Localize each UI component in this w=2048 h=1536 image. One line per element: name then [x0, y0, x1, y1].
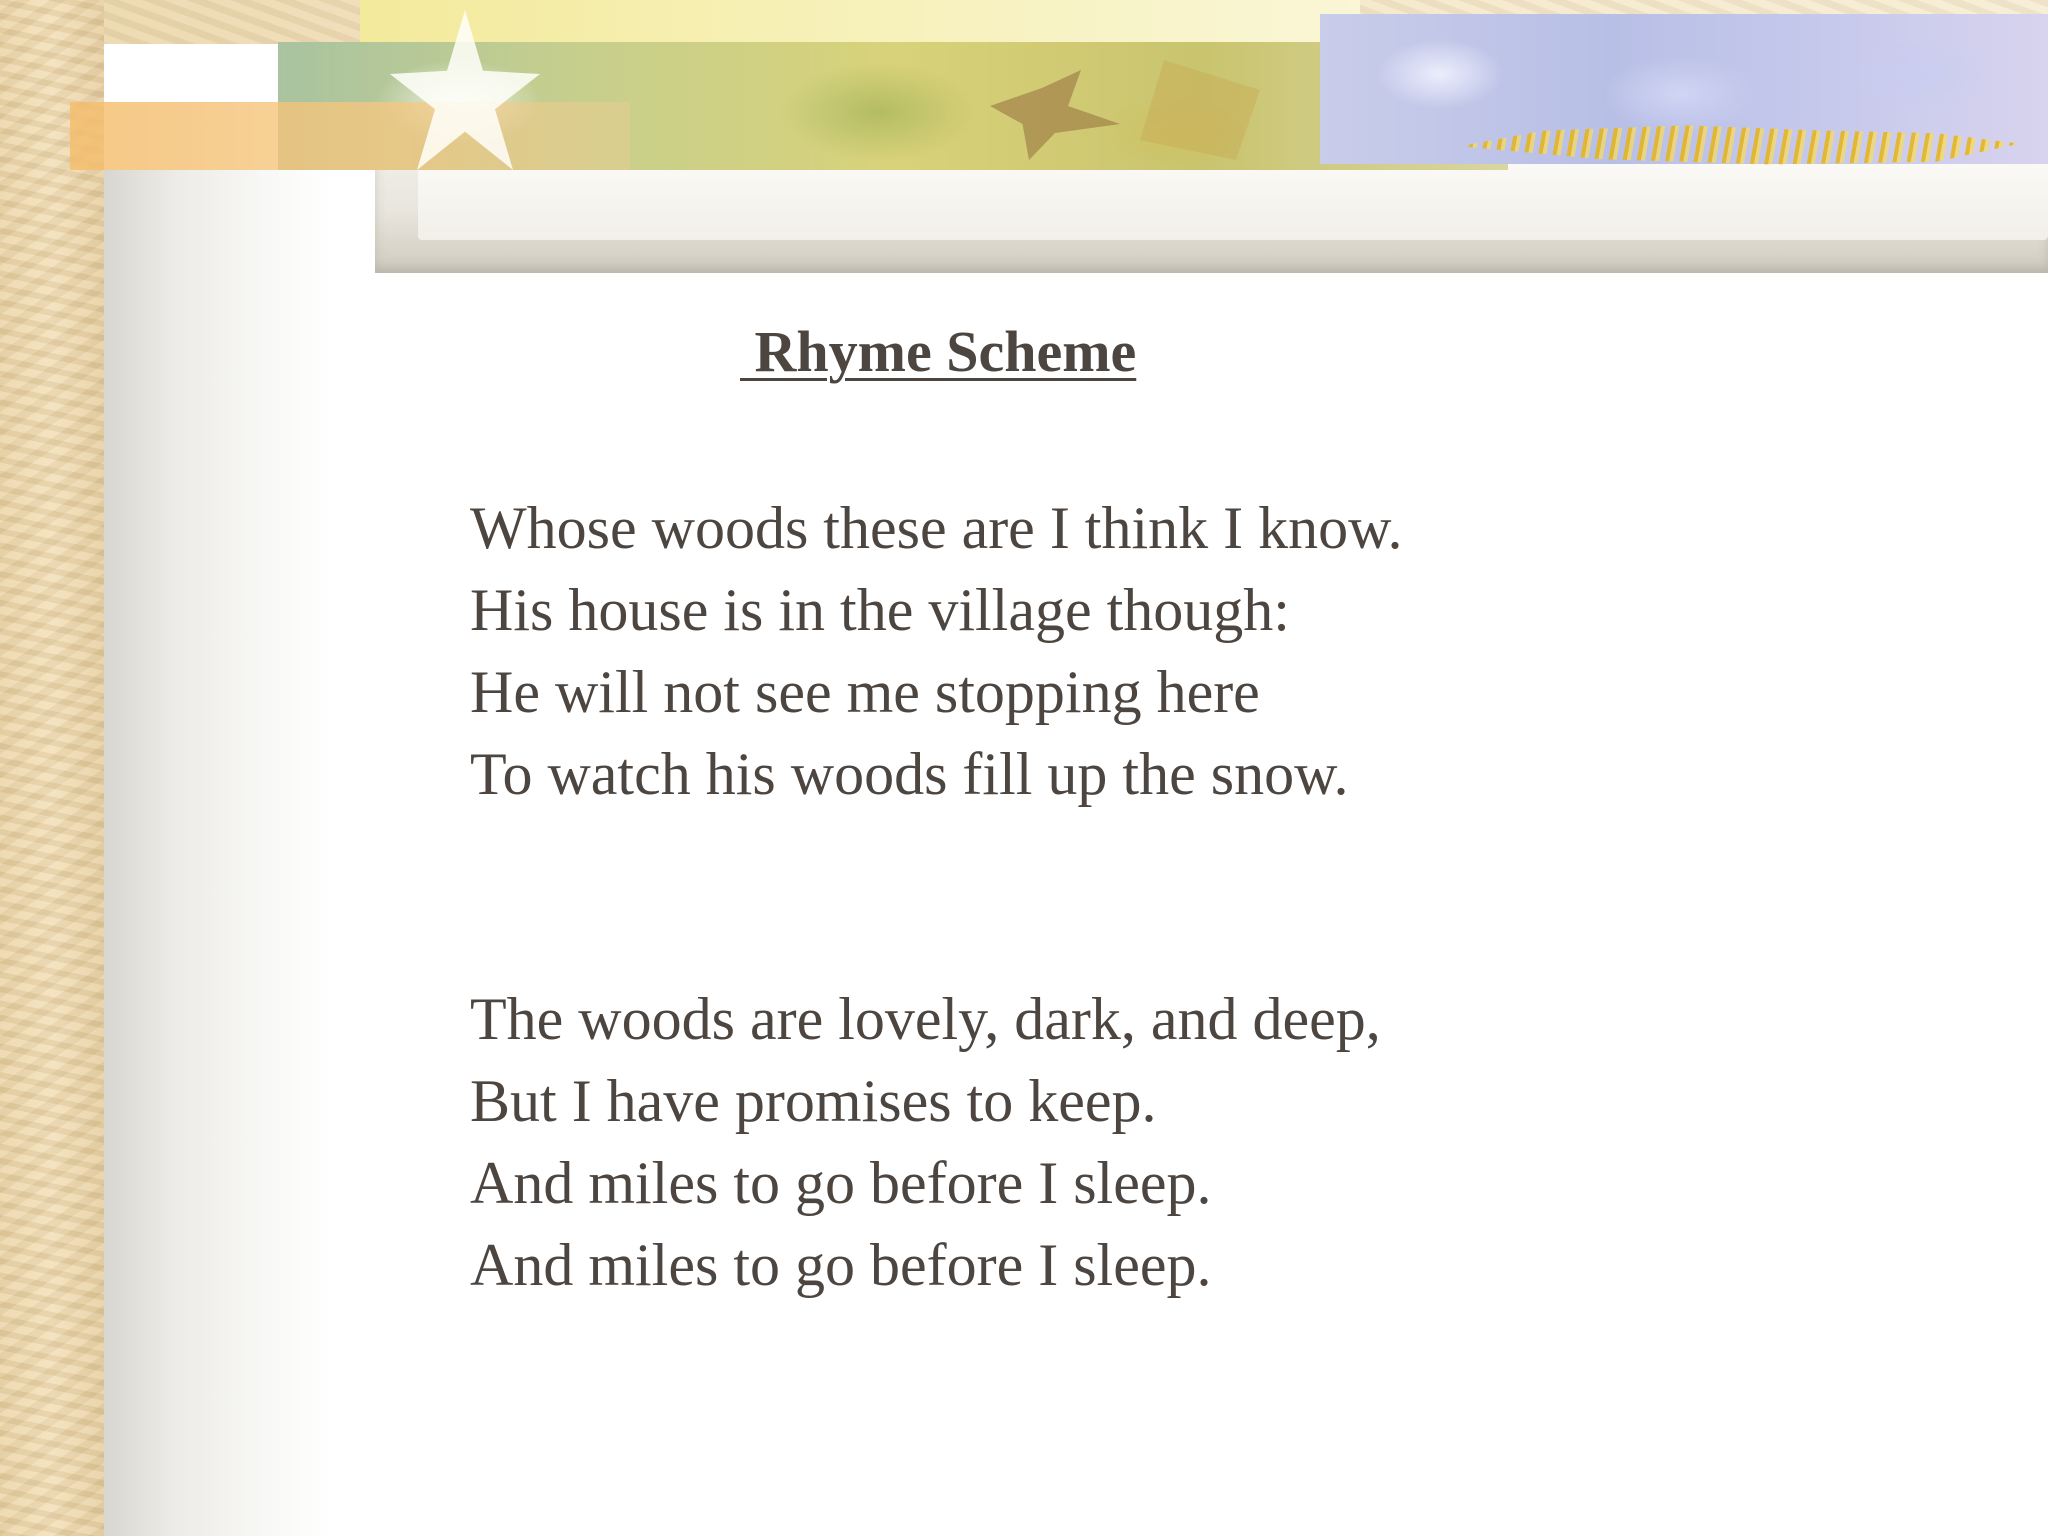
poem-line: But I have promises to keep.	[470, 1068, 1157, 1134]
poem-line: He will not see me stopping here	[470, 659, 1260, 725]
poem-line: And miles to go before I sleep.	[470, 1150, 1212, 1216]
left-parchment-strip	[0, 0, 104, 1536]
left-shadow-band	[104, 170, 334, 1536]
stanza-1	[470, 487, 1403, 815]
stanza-2	[470, 978, 1381, 1306]
slide-title: Rhyme Scheme	[740, 319, 1137, 384]
poem-line: To watch his woods fill up the snow.	[470, 741, 1349, 807]
banner-orange-strip	[70, 102, 630, 170]
header-bevel-inner	[418, 160, 2048, 240]
poem-line: Whose woods these are I think I know.	[470, 495, 1403, 561]
poem-line: And miles to go before I sleep.	[470, 1232, 1212, 1298]
poem-line: The woods are lovely, dark, and deep,	[470, 986, 1381, 1052]
poem-line: His house is in the village though:	[470, 577, 1290, 643]
